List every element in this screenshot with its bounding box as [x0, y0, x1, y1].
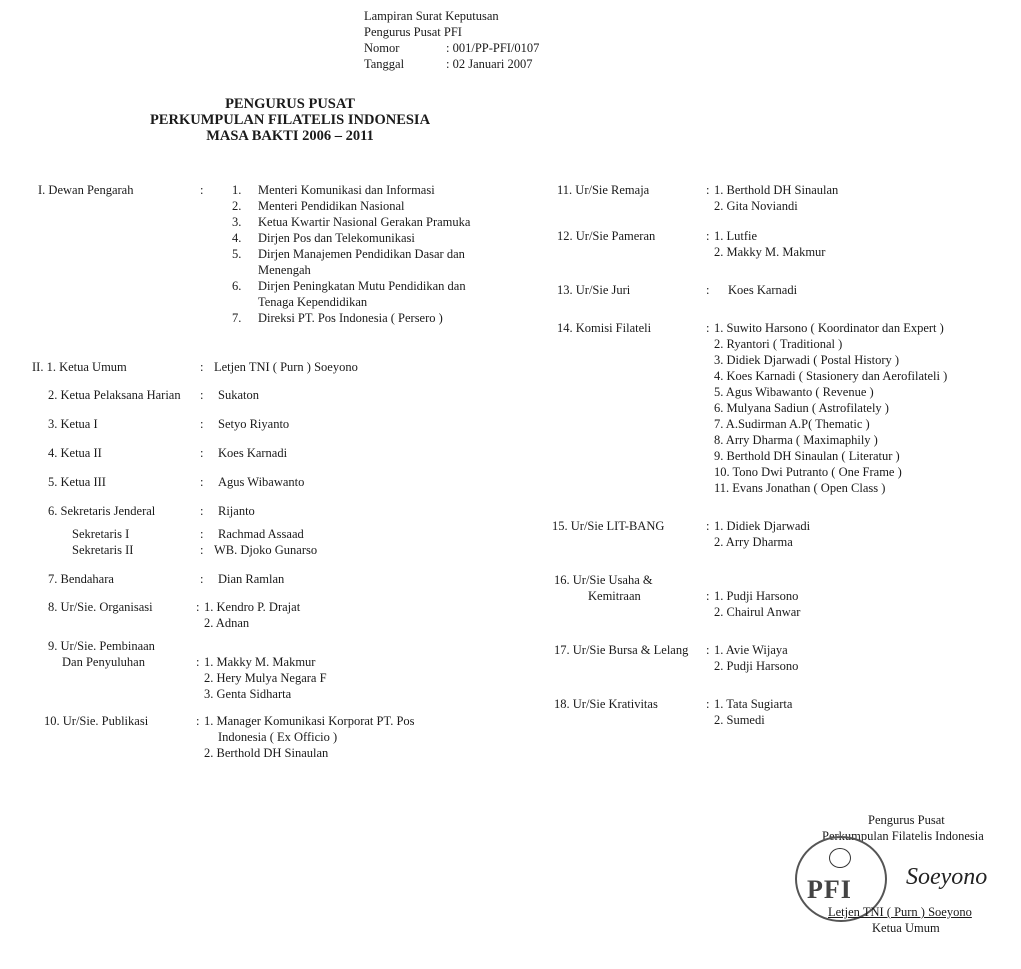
- list-item: 2. Pudji Harsono: [714, 659, 799, 673]
- sek1-value: Rachmad Assaad: [218, 527, 304, 541]
- ketua-umum-colon: :: [200, 360, 204, 374]
- list-item: 1. Lutfie: [714, 229, 758, 243]
- list-item: 2. Ryantori ( Traditional ): [714, 337, 843, 351]
- bursa-colon: :: [706, 643, 710, 657]
- list-item: 3. Genta Sidharta: [204, 687, 292, 701]
- nomor-value: : 001/PP-PFI/0107: [446, 41, 540, 55]
- bursa-list: [714, 642, 798, 674]
- sek2-value: WB. Djoko Gunarso: [214, 543, 318, 557]
- publikasi-colon: :: [196, 714, 200, 728]
- list-item: 3. Didiek Djarwadi ( Postal History ): [714, 353, 900, 367]
- bursa-label: 17. Ur/Sie Bursa & Lelang: [554, 643, 689, 657]
- list-item-text: Menteri Pendidikan Nasional: [258, 199, 405, 213]
- list-item: 2. Arry Dharma: [714, 535, 793, 549]
- ketua1-label: 3. Ketua I: [48, 417, 98, 431]
- ketua1-colon: :: [200, 417, 204, 431]
- publikasi-label: 10. Ur/Sie. Publikasi: [44, 714, 149, 728]
- list-item: 1. Makky M. Makmur: [204, 655, 316, 669]
- litbang-label: 15. Ur/Sie LIT-BANG: [552, 519, 665, 533]
- list-item: 1. Manager Komunikasi Korporat PT. Pos: [204, 714, 415, 728]
- header-block: [364, 8, 539, 72]
- dewan-list: [232, 182, 502, 326]
- list-item: 10. Tono Dwi Putranto ( One Frame ): [714, 465, 902, 479]
- sek1-colon: :: [200, 527, 204, 541]
- ketua-umum-label: II. 1. Ketua Umum: [32, 360, 127, 374]
- juri-label: 13. Ur/Sie Juri: [557, 283, 631, 297]
- list-item: 1. Avie Wijaya: [714, 643, 788, 657]
- title-line2: PERKUMPULAN FILATELIS INDONESIA: [149, 112, 431, 128]
- list-item: [232, 198, 502, 214]
- list-item: 7. A.Sudirman A.P( Thematic ): [714, 417, 870, 431]
- list-item-number: 6.: [232, 279, 242, 293]
- pameran-colon: :: [706, 229, 710, 243]
- usaha-colon: :: [706, 589, 710, 603]
- list-item: 1. Didiek Djarwadi: [714, 519, 811, 533]
- list-item: 2. Adnan: [204, 616, 250, 630]
- list-item: 8. Arry Dharma ( Maximaphily ): [714, 433, 878, 447]
- pembinaan-label: [48, 638, 155, 670]
- list-item: 6. Mulyana Sadiun ( Astrofilately ): [714, 401, 889, 415]
- list-item-text: Menteri Komunikasi dan Informasi: [258, 183, 435, 197]
- juri-colon: :: [706, 283, 710, 297]
- ketua-umum-value: Letjen TNI ( Purn ) Soeyono: [214, 360, 358, 374]
- pembinaan-list: [204, 654, 327, 702]
- pameran-list: [714, 228, 825, 260]
- list-item-number: 1.: [232, 183, 242, 197]
- sekjen-value: Rijanto: [218, 504, 255, 518]
- bendahara-label: 7. Bendahara: [48, 572, 114, 586]
- pembinaan-label-line1: 9. Ur/Sie. Pembinaan: [48, 639, 155, 653]
- publikasi-list: [204, 713, 415, 761]
- list-item: 11. Evans Jonathan ( Open Class ): [714, 481, 886, 495]
- handwritten-signature: Soeyono: [906, 864, 988, 890]
- list-item: 2. Hery Mulya Negara F: [204, 671, 327, 685]
- list-item: 4. Koes Karnadi ( Stasionery dan Aerofilateli ): [714, 369, 948, 383]
- list-item: 9. Berthold DH Sinaulan ( Literatur ): [714, 449, 900, 463]
- list-item-text: Dirjen Pos dan Telekomunikasi: [258, 231, 415, 245]
- ketua-pelaksana-label: 2. Ketua Pelaksana Harian: [48, 388, 181, 402]
- kreativitas-list: [714, 696, 792, 728]
- stamp-emblem-icon: [829, 848, 851, 868]
- list-item-number: 2.: [232, 199, 242, 213]
- list-item: [232, 214, 502, 230]
- dewan-label: I. Dewan Pengarah: [38, 183, 134, 197]
- pembinaan-label-line2: Dan Penyuluhan: [62, 655, 145, 669]
- pembinaan-colon: :: [196, 655, 200, 669]
- komisi-colon: :: [706, 321, 710, 335]
- bendahara-value: Dian Ramlan: [218, 572, 285, 586]
- list-item-text: Ketua Kwartir Nasional Gerakan Pramuka: [258, 215, 471, 229]
- nomor-label: Nomor: [364, 41, 400, 55]
- remaja-colon: :: [706, 183, 710, 197]
- list-item: 2. Chairul Anwar: [714, 605, 801, 619]
- header-line2: Pengurus Pusat PFI: [364, 25, 462, 39]
- signatory-name: Letjen TNI ( Purn ) Soeyono: [828, 905, 972, 919]
- sek2-colon: :: [200, 543, 204, 557]
- list-item: 1. Kendro P. Drajat: [204, 600, 301, 614]
- list-item: [232, 246, 502, 278]
- header-line1: Lampiran Surat Keputusan: [364, 9, 499, 23]
- ketua1-value: Setyo Riyanto: [218, 417, 290, 431]
- title-line3: MASA BAKTI 2006 – 2011: [206, 128, 374, 144]
- list-item: [232, 278, 502, 310]
- organisasi-list: [204, 599, 300, 631]
- ketua-pelaksana-value: Sukaton: [218, 388, 259, 402]
- list-item: 2. Makky M. Makmur: [714, 245, 826, 259]
- list-item-text: Direksi PT. Pos Indonesia ( Persero ): [258, 311, 443, 325]
- komisi-list: [714, 320, 947, 496]
- litbang-colon: :: [706, 519, 710, 533]
- list-item: [232, 182, 502, 198]
- sek1-label: Sekretaris I: [72, 527, 130, 541]
- usaha-label-line2: Kemitraan: [588, 589, 641, 603]
- signatory-position: Ketua Umum: [872, 921, 940, 935]
- remaja-list: [714, 182, 838, 214]
- remaja-label: 11. Ur/Sie Remaja: [557, 183, 650, 197]
- list-item: 2. Berthold DH Sinaulan: [204, 746, 329, 760]
- signature-line2: Perkumpulan Filatelis Indonesia: [822, 829, 984, 843]
- list-item-number: 7.: [232, 311, 242, 325]
- usaha-label-line1: 16. Ur/Sie Usaha &: [554, 573, 653, 587]
- ketua-pelaksana-colon: :: [200, 388, 204, 402]
- sek2-label: Sekretaris II: [72, 543, 134, 557]
- title-line1: PENGURUS PUSAT: [225, 96, 355, 112]
- ketua3-value: Agus Wibawanto: [218, 475, 305, 489]
- ketua3-colon: :: [200, 475, 204, 489]
- tanggal-value: : 02 Januari 2007: [446, 57, 533, 71]
- kreativitas-label: 18. Ur/Sie Krativitas: [554, 697, 658, 711]
- litbang-list: [714, 518, 810, 550]
- stamp-text: PFI: [807, 875, 852, 904]
- sekjen-colon: :: [200, 504, 204, 518]
- list-item: 1. Tata Sugiarta: [714, 697, 793, 711]
- document-title: [70, 96, 510, 144]
- bendahara-colon: :: [200, 572, 204, 586]
- list-item-number: 3.: [232, 215, 242, 229]
- organisasi-label: 8. Ur/Sie. Organisasi: [48, 600, 153, 614]
- ketua2-colon: :: [200, 446, 204, 460]
- list-item: 2. Gita Noviandi: [714, 199, 798, 213]
- signature-line1: Pengurus Pusat: [868, 813, 945, 827]
- tanggal-line: [364, 56, 539, 72]
- pameran-label: 12. Ur/Sie Pameran: [557, 229, 656, 243]
- usaha-list: [714, 588, 800, 620]
- ketua3-label: 5. Ketua III: [48, 475, 106, 489]
- list-item: 1. Berthold DH Sinaulan: [714, 183, 839, 197]
- list-item-text: Dirjen Peningkatan Mutu Pendidikan dan Tenaga Kependidikan: [258, 279, 466, 309]
- ketua2-value: Koes Karnadi: [218, 446, 288, 460]
- usaha-label: [554, 572, 653, 604]
- list-item: 1. Suwito Harsono ( Koordinator dan Expert ): [714, 321, 944, 335]
- komisi-label: 14. Komisi Filateli: [557, 321, 652, 335]
- list-item: [232, 230, 502, 246]
- sekjen-label: 6. Sekretaris Jenderal: [48, 504, 156, 518]
- dewan-colon: :: [200, 183, 204, 197]
- tanggal-label: Tanggal: [364, 57, 405, 71]
- list-item: 5. Agus Wibawanto ( Revenue ): [714, 385, 874, 399]
- list-item: 1. Pudji Harsono: [714, 589, 799, 603]
- list-item: [232, 310, 502, 326]
- list-item: Indonesia ( Ex Officio ): [218, 730, 338, 744]
- list-item-number: 5.: [232, 247, 242, 261]
- list-item: 2. Sumedi: [714, 713, 765, 727]
- organisasi-colon: :: [196, 600, 200, 614]
- kreativitas-colon: :: [706, 697, 710, 711]
- ketua2-label: 4. Ketua II: [48, 446, 102, 460]
- nomor-line: [364, 40, 539, 56]
- list-item-text: Dirjen Manajemen Pendidikan Dasar dan Menengah: [258, 247, 465, 277]
- juri-value: Koes Karnadi: [728, 283, 798, 297]
- list-item-number: 4.: [232, 231, 242, 245]
